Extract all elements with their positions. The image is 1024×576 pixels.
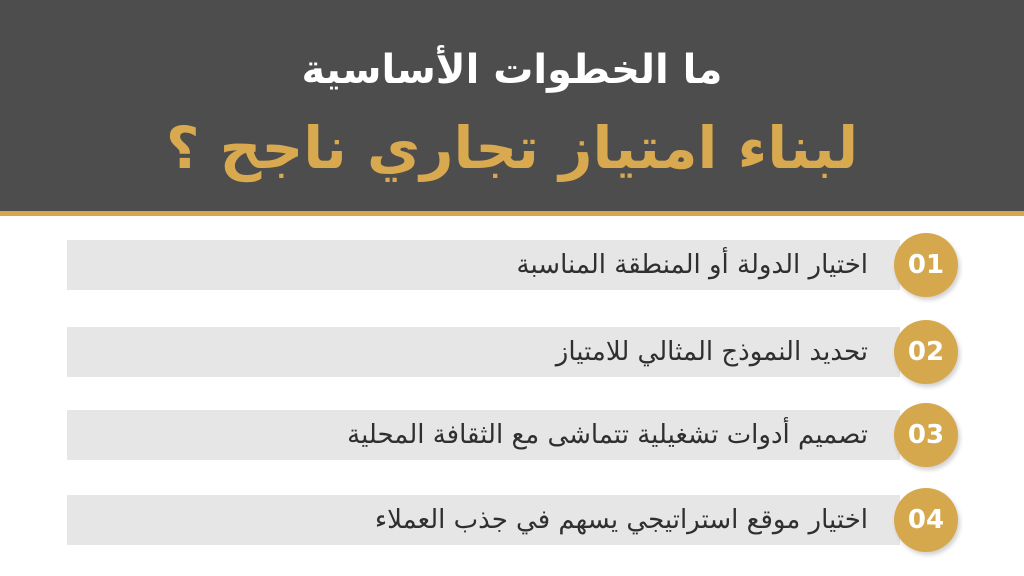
step-row-2 bbox=[67, 327, 900, 377]
step-row-1 bbox=[67, 240, 900, 290]
step-number-badge-4: 04 bbox=[894, 488, 958, 552]
step-text-2: تحديد النموذج المثالي للامتياز bbox=[555, 337, 868, 367]
step-number-badge-1: 01 bbox=[894, 233, 958, 297]
page-subtitle: لبناء امتياز تجاري ناجح ؟ bbox=[165, 114, 859, 182]
step-text-4: اختيار موقع استراتيجي يسهم في جذب العملاء bbox=[374, 505, 868, 535]
step-number-badge-2: 02 bbox=[894, 320, 958, 384]
page-title: ما الخطوات الأساسية bbox=[301, 47, 723, 93]
step-row-4 bbox=[67, 495, 900, 545]
header-banner bbox=[0, 0, 1024, 211]
header-divider bbox=[0, 211, 1024, 216]
step-row-3 bbox=[67, 410, 900, 460]
step-text-1: اختيار الدولة أو المنطقة المناسبة bbox=[516, 250, 868, 280]
step-text-3: تصميم أدوات تشغيلية تتماشى مع الثقافة المحلية bbox=[347, 420, 868, 450]
step-number-badge-3: 03 bbox=[894, 403, 958, 467]
